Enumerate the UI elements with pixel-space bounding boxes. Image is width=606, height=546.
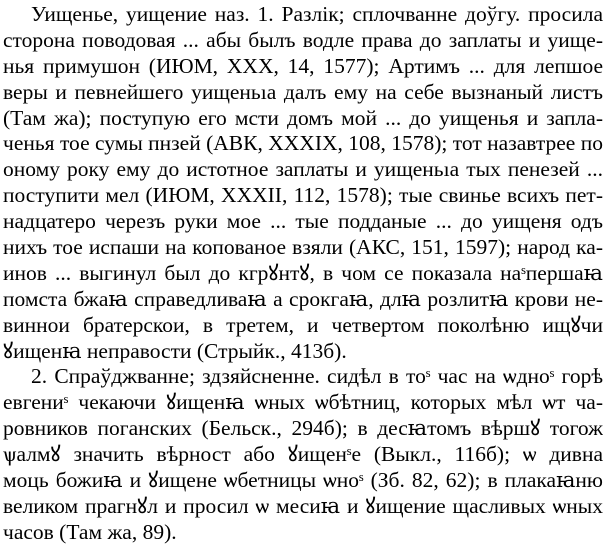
entry-text-line: 2. Спраўджванне; здзяйсненне. сидѣл в тоˢ час на ѡдноˢ горѣ	[31, 364, 603, 389]
entry-text-line: помста бжаꙗ справедливаꙗ а срокгаꙗ, длꙗ розлитꙗ крови не-	[3, 286, 603, 311]
entry-text-line: ченья тое сумы пнзей (АВК, XXXIX, 108, 1578); тот назавтрее по	[3, 131, 603, 156]
entry-text-line: (Там жа); поступую его мсти домъ мой ... до уищенья и запла-	[3, 105, 603, 130]
entry-text-line: надцатеро черезъ руки мое ... тые подданые ... до уищеня одъ	[3, 209, 603, 234]
entry-text-line: сторона поводовая ... абы былъ водле права до заплаты и уище-	[3, 27, 603, 52]
entry-text-line: нихъ тое испаши на копованое взяли (АКС, 151, 1597); народ ка-	[3, 235, 603, 260]
entry-text-line: великом прагнꙋл и просил ѡ месиꙗ и ꙋищение щасливых ѡных	[3, 493, 603, 518]
entry-text-line: поступити мел (ИЮМ, XXXII, 112, 1578); тые свинье всихъ пет-	[3, 183, 603, 208]
dictionary-entry	[3, 2, 603, 546]
entry-text-line: Уищенье, уищение наз. 1. Разлік; сплочванне доўгу. просила	[31, 2, 603, 26]
entry-text-line: оному року ему до истотное заплаты и уищеньıа тых пенезей ...	[3, 157, 603, 182]
entry-text-line: часов (Там жа, 89).	[3, 519, 177, 544]
entry-text-line: евгениˢ чекаючи ꙋищенꙗ ѡных ѡбѣтниц, которых мѣл ѡт ча-	[3, 390, 603, 415]
entry-text-line: ꙋищенꙗ неправости (Стрыйк., 413б).	[3, 338, 347, 363]
entry-text-line: веры и певнейшего уищеньıа далъ ему на себе вызнаный листъ	[3, 79, 603, 104]
entry-text-line: виннои братерскои, в третем, и четвертом поколѣню ищꙋчи	[3, 312, 603, 337]
sense-2-paragraph	[3, 364, 603, 545]
entry-text-line: инов ... выгинул был до кгрꙋнтꙋ, в чом се показала наˢпершаꙗ	[3, 260, 603, 285]
entry-text-line: моць божиꙗ и ꙋищене ѡбетницы ѡноˢ (Зб. 82, 62); в плакаꙗню	[3, 468, 603, 493]
entry-text-line: нья примушон (ИЮМ, XXX, 14, 1577); Артимъ ... для лепшое	[3, 53, 603, 78]
sense-1-paragraph	[3, 2, 603, 364]
entry-text-line: ровников поганских (Бельск., 294б); в десꙗтомъ вѣршꙋ тогож	[3, 416, 603, 441]
entry-text-line: ѱалмꙋ значить вѣрност або ꙋищенˢе (Выкл., 116б); ѡ дивна	[3, 442, 603, 467]
